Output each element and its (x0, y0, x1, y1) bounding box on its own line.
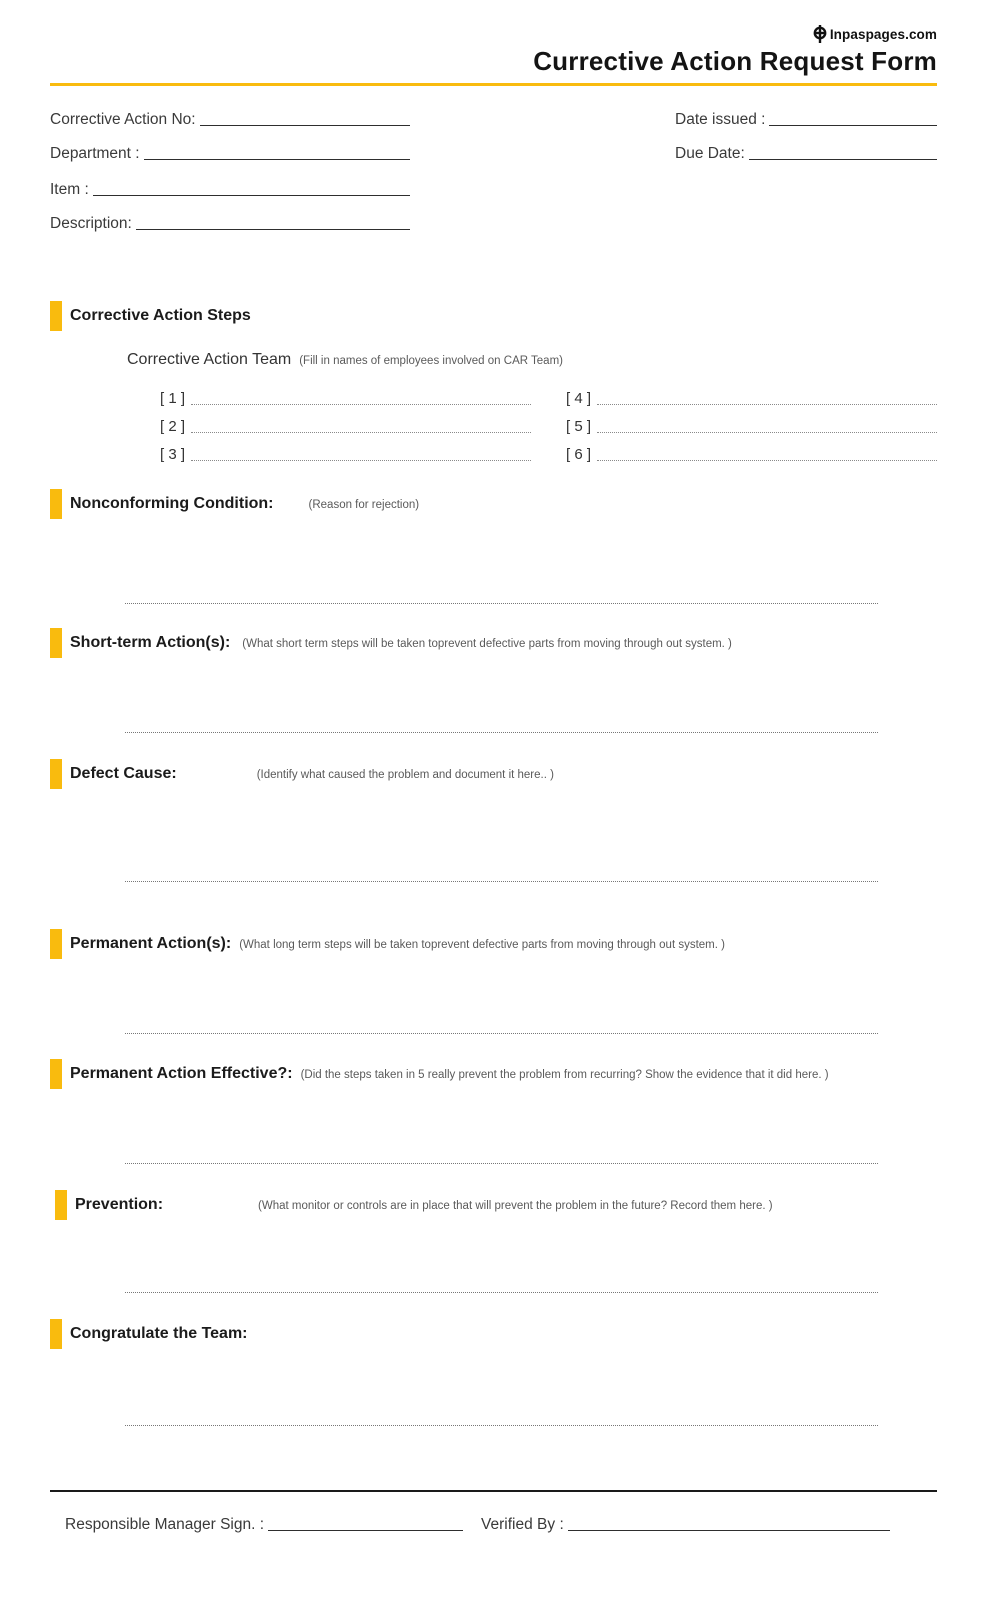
field-description (50, 205, 410, 233)
section-prevention (50, 1190, 937, 1293)
section-hint: (What long term steps will be taken toprevent defective parts from moving through out system. ) (239, 939, 725, 951)
brand-logo (811, 24, 937, 44)
section-marker (50, 1059, 62, 1089)
manager-sign-line[interactable] (268, 1517, 463, 1531)
team-slot-6 (566, 435, 937, 463)
section-heading (50, 929, 937, 959)
section-heading (50, 628, 937, 658)
steps-title: Corrective Action Steps (70, 307, 251, 324)
page-title: Currective Action Request Form (533, 46, 937, 76)
team-slot-2 (160, 407, 531, 435)
section-heading (50, 1059, 937, 1089)
team-slot-label: [ 5 ] (566, 418, 592, 435)
section-permanent-action-effective (50, 1059, 937, 1164)
corrective-action-no-line[interactable] (200, 112, 410, 126)
section-short-term-actions (50, 628, 937, 733)
verified-by-label: Verified By : (481, 1516, 564, 1533)
crosshair-cross-icon (811, 24, 829, 44)
field-item (50, 171, 410, 199)
team-slot-line[interactable] (191, 421, 531, 433)
team-hint: (Fill in names of employees involved on CAR Team) (299, 355, 563, 367)
team-slot-label: [ 3 ] (160, 446, 186, 463)
team-slot-line[interactable] (597, 421, 937, 433)
section-marker (50, 759, 62, 789)
date-issued-label: Date issued : (675, 111, 766, 128)
due-date-line[interactable] (749, 146, 937, 160)
team-slot-4 (566, 379, 937, 407)
manager-sign-label: Responsible Manager Sign. : (65, 1516, 265, 1533)
section-title: Defect Cause: (70, 765, 177, 782)
section-marker (50, 929, 62, 959)
steps-heading (50, 301, 937, 331)
team-slot-3 (160, 435, 531, 463)
description-line[interactable] (136, 216, 410, 230)
footer-signatures (50, 1506, 937, 1534)
team-heading (50, 351, 937, 369)
date-issued-line[interactable] (769, 112, 937, 126)
answer-area[interactable] (125, 1089, 878, 1164)
top-fields (50, 101, 937, 239)
section-title: Nonconforming Condition: (70, 495, 274, 512)
team-column-left (160, 379, 531, 463)
answer-area[interactable] (125, 1349, 878, 1426)
team-grid (50, 379, 937, 463)
team-slot-line[interactable] (597, 449, 937, 461)
team-slot-5 (566, 407, 937, 435)
description-label: Description: (50, 215, 132, 232)
field-date-issued (675, 101, 937, 129)
due-date-label: Due Date: (675, 145, 745, 162)
field-department (50, 135, 410, 163)
section-heading (50, 1319, 937, 1349)
section-hint: (What monitor or controls are in place that will prevent the problem in the future? Record them here. ) (258, 1200, 773, 1212)
fields-column-right (675, 101, 937, 239)
section-hint: (Reason for rejection) (308, 499, 420, 511)
verified-by-line[interactable] (568, 1517, 890, 1531)
team-slot-label: [ 1 ] (160, 390, 186, 407)
team-slot-line[interactable] (597, 393, 937, 405)
section-title: Congratulate the Team: (70, 1325, 248, 1342)
section-congratulate-team (50, 1319, 937, 1426)
section-nonconforming-condition (50, 489, 937, 604)
department-line[interactable] (144, 146, 410, 160)
corrective-action-no-label: Corrective Action No: (50, 111, 196, 128)
section-heading (50, 1190, 937, 1220)
section-marker (50, 1319, 62, 1349)
answer-area[interactable] (125, 959, 878, 1034)
brand-row (50, 24, 937, 44)
section-hint: (Identify what caused the problem and document it here.. ) (256, 769, 554, 781)
section-corrective-action-steps (50, 301, 937, 463)
footer-rule (50, 1490, 937, 1492)
section-heading (50, 759, 937, 789)
section-heading (50, 489, 937, 519)
team-slot-label: [ 4 ] (566, 390, 592, 407)
answer-area[interactable] (125, 519, 878, 604)
section-hint: (What short term steps will be taken toprevent defective parts from moving through out system. ) (242, 638, 732, 650)
section-permanent-actions (50, 929, 937, 1034)
section-defect-cause (50, 759, 937, 882)
section-title: Short-term Action(s): (70, 634, 231, 651)
team-slot-line[interactable] (191, 449, 531, 461)
brand-name: Inpaspages.com (829, 26, 937, 42)
section-title: Prevention: (75, 1196, 164, 1213)
section-marker (50, 489, 62, 519)
department-label: Department : (50, 145, 140, 162)
section-marker (50, 628, 62, 658)
answer-area[interactable] (125, 789, 878, 882)
answer-area[interactable] (125, 658, 878, 733)
team-slot-line[interactable] (191, 393, 531, 405)
team-slot-label: [ 2 ] (160, 418, 186, 435)
team-column-right (566, 379, 937, 463)
answer-area[interactable] (125, 1220, 878, 1293)
team-slot-label: [ 6 ] (566, 446, 592, 463)
section-title: Permanent Action(s): (70, 935, 232, 952)
team-title: Corrective Action Team (127, 351, 292, 368)
section-hint: (Did the steps taken in 5 really prevent the problem from recurring? Show the evidence that it did here. ) (300, 1069, 829, 1081)
item-label: Item : (50, 181, 89, 198)
team-slot-1 (160, 379, 531, 407)
field-corrective-action-no (50, 101, 410, 129)
accent-rule (50, 83, 937, 86)
section-marker (50, 301, 62, 331)
item-line[interactable] (93, 182, 410, 196)
field-due-date (675, 135, 937, 163)
section-marker (55, 1190, 67, 1220)
fields-column-left (50, 101, 410, 239)
section-title: Permanent Action Effective?: (70, 1065, 293, 1082)
